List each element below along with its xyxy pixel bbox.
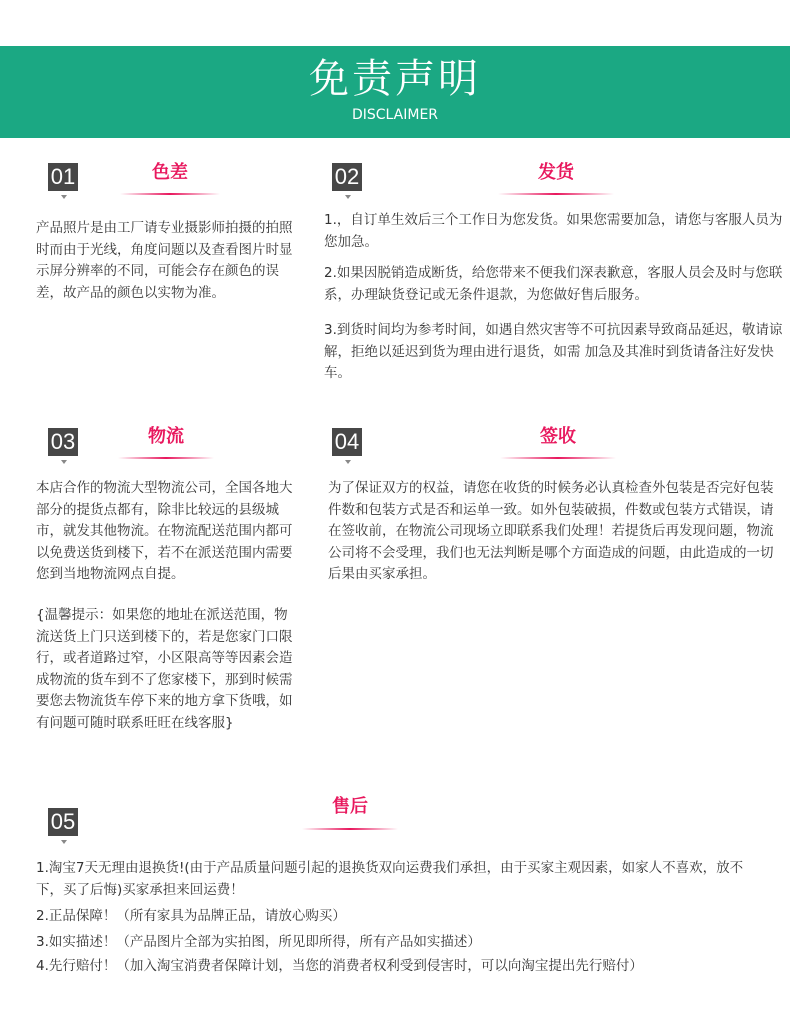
- section-text: 4.先行赔付！（加入淘宝消费者保障计划，当您的消费者权利受到侵害时，可以向淘宝提出先行赔付）: [36, 958, 643, 974]
- section-text: 为了保证双方的权益，请您在收货的时候务必认真检查外包装是否完好包装件数和包装方式是否和运单一致。如外包装破损，件数或包装方式错误，请在签收前，在物流公司现场立即联系我们处理！若提货后再发现问题，物流公司将不会受理，我们也无法判断是哪个方面造成的问题，由此造成的一切后果由买家承担。: [328, 480, 774, 582]
- section-title-after-sales: 售后: [332, 796, 368, 817]
- pointer-icon: [61, 460, 67, 464]
- section-number-02: 02: [332, 163, 362, 191]
- section-title-color-difference: 色差: [152, 162, 188, 183]
- pointer-icon: [345, 195, 351, 199]
- pointer-icon: [61, 840, 67, 844]
- pointer-icon: [61, 195, 67, 199]
- section-text: 3.到货时间均为参考时间，如遇自然灾害等不可抗因素导致商品延迟，敬请谅解，拒绝以延迟到货为理由进行退货，如需 加急及其准时到货请备注好发快车。: [324, 322, 783, 381]
- section-title-shipping: 发货: [538, 162, 574, 183]
- section-text: 1.，自订单生效后三个工作日为您发货。如果您需要加急，请您与客服人员为您加急。: [324, 212, 783, 250]
- page-subtitle: DISCLAIMER: [351, 107, 439, 123]
- section-text: 本店合作的物流大型物流公司，全国各地大部分的提货点都有，除非比较远的县级城市，就发其他物流。在物流配送范围内都可以免费送货到楼下，若不在派送范围内需要您到当地物流网点自提。: [36, 480, 293, 582]
- page-title: 免责声明: [309, 56, 481, 102]
- section-number-05: 05: [48, 808, 78, 836]
- section-title-sign-receipt: 签收: [540, 426, 576, 447]
- section-number-03: 03: [48, 428, 78, 456]
- section-text: 产品照片是由工厂请专业摄影师拍摄的拍照时而由于光线，角度问题以及查看图片时显示屏分辨率的不同，可能会存在颜色的误差，故产品的颜色以实物为准。: [36, 220, 293, 301]
- section-text: 3.如实描述！（产品图片全部为实拍图，所见即所得，所有产品如实描述）: [36, 934, 481, 950]
- section-text: {温馨提示：如果您的地址在派送范围，物流送货上门只送到楼下的，若是您家门口限行，或者道路过窄，小区限高等等因素会造成物流的货车到不了您家楼下，那到时候需要您去物流货车停下来的地方拿下货哦，如有问题可随时联系旺旺在线客服}: [36, 607, 293, 731]
- title-underline: [500, 457, 616, 459]
- section-number-01: 01: [48, 163, 78, 191]
- section-number-04: 04: [332, 428, 362, 456]
- pointer-icon: [345, 460, 351, 464]
- section-text: 2.如果因脱销造成断货，给您带来不便我们深表歉意，客服人员会及时与您联系，办理缺货登记或无条件退款，为您做好售后服务。: [324, 265, 783, 303]
- title-underline: [118, 457, 214, 459]
- title-underline: [302, 828, 398, 830]
- title-underline: [120, 193, 220, 195]
- section-title-logistics: 物流: [148, 426, 184, 447]
- section-text: 1.淘宝7天无理由退换货!(由于产品质量问题引起的退换货双向运费我们承担，由于买家主观因素，如家人不喜欢，放不下，买了后悔)买家承担来回运费！: [36, 860, 744, 898]
- section-text: 2.正品保障！（所有家具为品牌正品，请放心购买）: [36, 908, 346, 924]
- header-banner: [0, 46, 790, 138]
- title-underline: [498, 193, 614, 195]
